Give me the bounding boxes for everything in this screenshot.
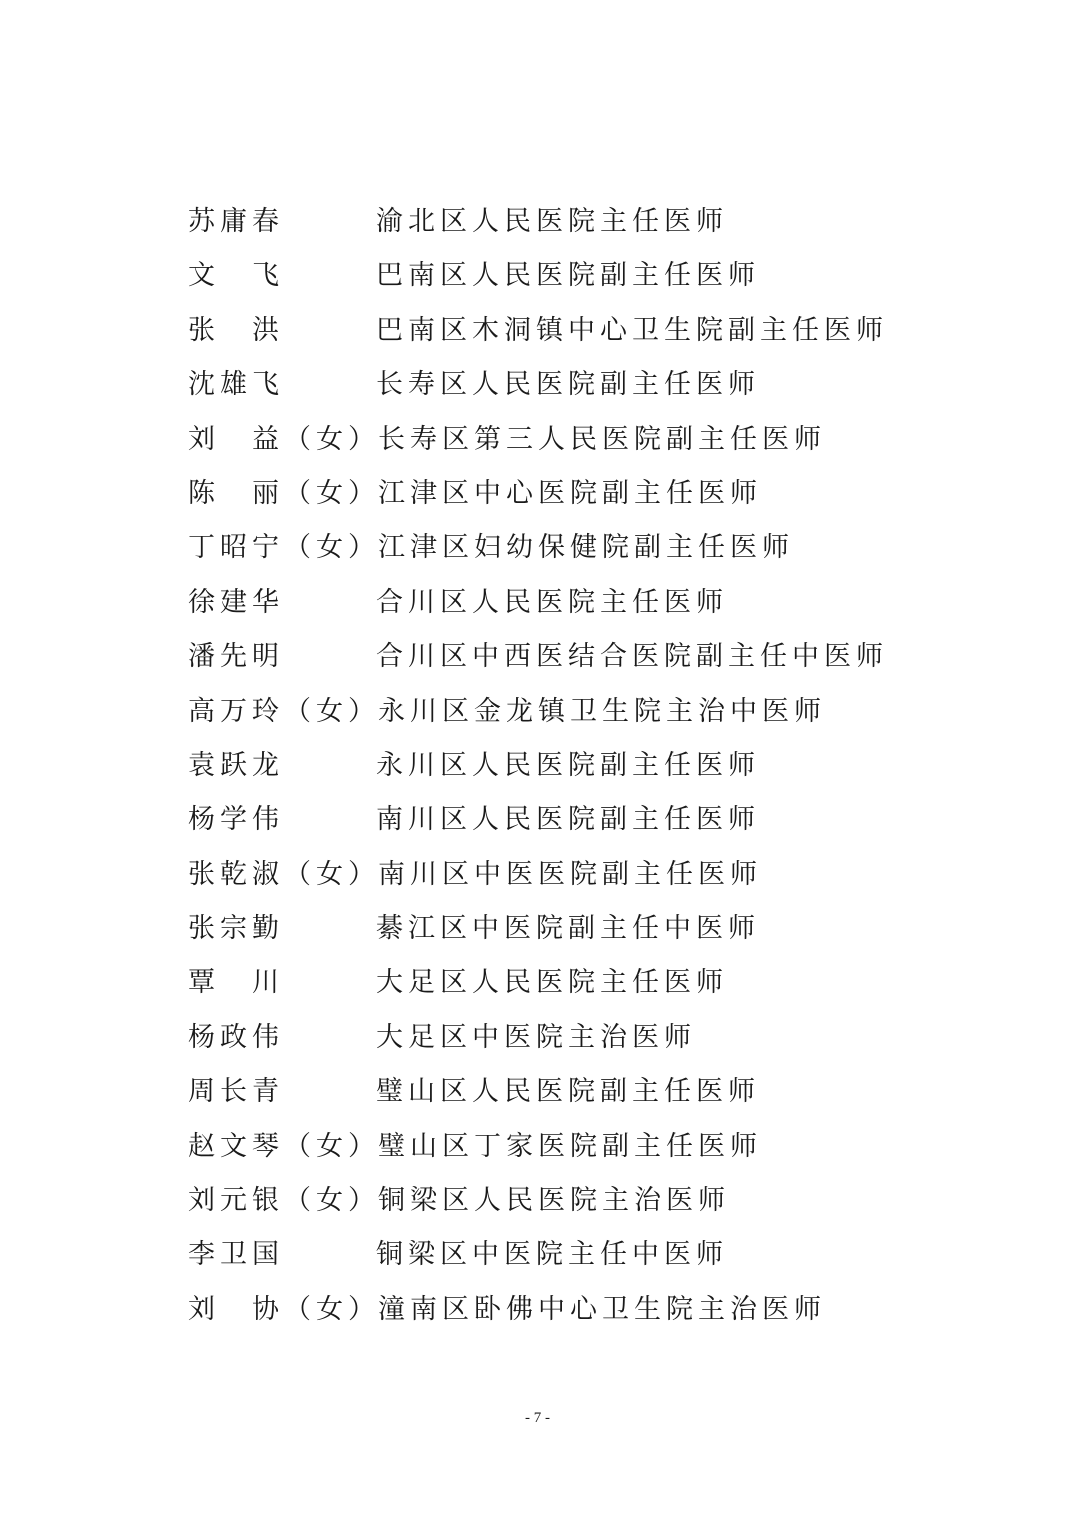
- list-item: [188, 254, 908, 308]
- list-item: [188, 1233, 908, 1287]
- person-affiliation: 永川区人民医院副主任医师: [376, 749, 760, 781]
- person-affiliation: 綦江区中医院副主任中医师: [376, 913, 760, 945]
- personnel-list: [188, 200, 908, 1342]
- list-item: [188, 798, 908, 852]
- person-name: 杨政伟: [188, 1021, 284, 1053]
- person-name: 张乾淑（女）: [188, 858, 380, 890]
- person-affiliation: 合川区中西医结合医院副主任中医师: [376, 641, 888, 673]
- list-item: [188, 961, 908, 1015]
- list-item: [188, 1288, 908, 1342]
- person-name: 高万玲（女）: [188, 695, 380, 727]
- person-affiliation: 长寿区人民医院副主任医师: [376, 369, 760, 401]
- person-affiliation: 大足区中医院主治医师: [376, 1021, 696, 1053]
- person-affiliation: 江津区妇幼保健院副主任医师: [378, 532, 794, 564]
- person-name: 赵文琴（女）: [188, 1130, 380, 1162]
- person-affiliation: 江津区中心医院副主任医师: [378, 477, 762, 509]
- list-item: [188, 690, 908, 744]
- list-item: [188, 363, 908, 417]
- person-name: 张 洪: [188, 314, 284, 346]
- person-name: 刘 协（女）: [188, 1293, 380, 1325]
- person-affiliation: 南川区人民医院副主任医师: [376, 804, 760, 836]
- person-name: 刘元银（女）: [188, 1185, 380, 1217]
- person-name: 覃 川: [188, 967, 284, 999]
- person-name: 文 飞: [188, 260, 284, 292]
- person-name: 沈雄飞: [188, 369, 284, 401]
- person-affiliation: 巴南区木洞镇中心卫生院副主任医师: [376, 314, 888, 346]
- person-name: 杨学伟: [188, 804, 284, 836]
- person-affiliation: 巴南区人民医院副主任医师: [376, 260, 760, 292]
- person-affiliation: 潼南区卧佛中心卫生院主治医师: [378, 1293, 826, 1325]
- list-item: [188, 1070, 908, 1124]
- person-name: 陈 丽（女）: [188, 477, 380, 509]
- list-item: [188, 1179, 908, 1233]
- list-item: [188, 309, 908, 363]
- person-name: 苏庸春: [188, 206, 284, 237]
- person-affiliation: 大足区人民医院主任医师: [376, 967, 728, 999]
- person-name: 袁跃龙: [188, 749, 284, 781]
- person-affiliation: 长寿区第三人民医院副主任医师: [378, 423, 826, 455]
- list-item: [188, 635, 908, 689]
- person-name: 刘 益（女）: [188, 423, 380, 455]
- list-item: [188, 526, 908, 580]
- person-name: 徐建华: [188, 586, 284, 618]
- list-item: [188, 853, 908, 907]
- person-affiliation: 南川区中医医院副主任医师: [378, 858, 762, 890]
- person-name: 周长青: [188, 1076, 284, 1108]
- list-item: [188, 472, 908, 526]
- page-number: - 7 -: [525, 1410, 550, 1426]
- list-item: [188, 1016, 908, 1070]
- person-affiliation: 渝北区人民医院主任医师: [376, 206, 728, 237]
- person-name: 李卫国: [188, 1239, 284, 1271]
- person-affiliation: 铜梁区人民医院主治医师: [378, 1185, 730, 1217]
- person-name: 潘先明: [188, 641, 284, 673]
- list-item: [188, 418, 908, 472]
- person-affiliation: 永川区金龙镇卫生院主治中医师: [378, 695, 826, 727]
- list-item: [188, 1125, 908, 1179]
- person-affiliation: 铜梁区中医院主任中医师: [376, 1239, 728, 1271]
- person-affiliation: 合川区人民医院主任医师: [376, 586, 728, 618]
- list-item: [188, 907, 908, 961]
- person-name: 丁昭宁（女）: [188, 532, 380, 564]
- list-item: [188, 200, 908, 254]
- list-item: [188, 581, 908, 635]
- person-affiliation: 璧山区丁家医院副主任医师: [378, 1130, 762, 1162]
- person-name: 张宗勤: [188, 913, 284, 945]
- list-item: [188, 744, 908, 798]
- person-affiliation: 璧山区人民医院副主任医师: [376, 1076, 760, 1108]
